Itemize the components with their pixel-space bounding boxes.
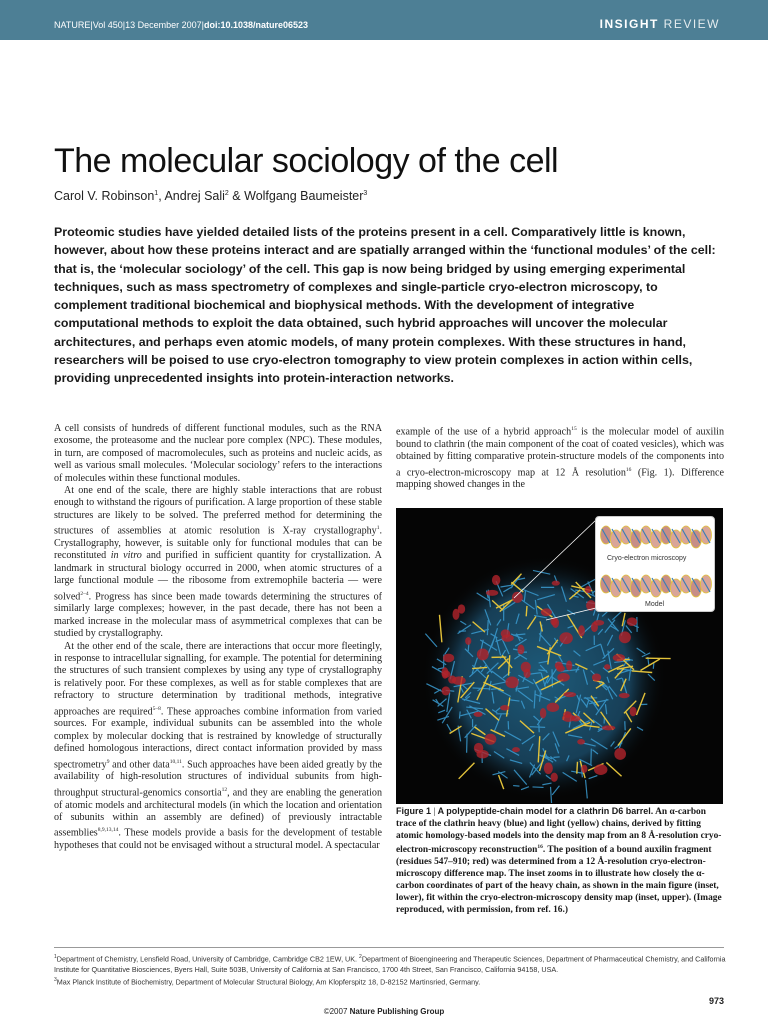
citation-ref[interactable]: 12 [221, 786, 228, 793]
citation-ref[interactable]: 2–4 [80, 590, 89, 597]
figure-caption [396, 806, 724, 916]
author-separator: , [158, 189, 165, 203]
section-review: REVIEW [663, 17, 720, 31]
inset-label-lower: Model [645, 601, 665, 608]
inset-em-density [601, 526, 712, 548]
journal-name: NATURE [54, 20, 91, 30]
figure-inset [595, 516, 715, 612]
affiliation-text: Department of Chemistry, Lensfield Road, University of Cambridge, Cambridge CB2 1EW, UK. [56, 954, 360, 964]
section-label [600, 17, 720, 31]
figure-title: A polypeptide-chain model for a clathrin D6 barrel. [437, 806, 654, 816]
article-doi[interactable]: doi:10.1038/nature06523 [203, 20, 309, 30]
caption-text: . The position of a bound auxilin fragment (residues 547–910; red) was determined from a 12 Å-resolution cryo-electron-microscopy difference map. The inset zooms in to illustrate how closely the α-carbon coordinates of part of the heavy chain, as shown in the main figure (inset, lower), fit within the cryo-electron-microscopy density map (inset, upper). (Image reproduced, with permission, from ref. 16.) [396, 845, 722, 915]
citation-ref[interactable]: 10,11 [169, 758, 182, 765]
body-column-left [54, 423, 382, 853]
citation-ref[interactable]: 9 [106, 758, 110, 765]
author-name: Carol V. Robinson [54, 189, 155, 203]
author-affiliation: 2 [224, 189, 229, 197]
caption-text: An α-carbon trace of the clathrin heavy (blue) and light (yellow) chains, derived by fitting atomic homology-based models into the density map from an 8 Å-resolution cryo-electron-microscopy reconstruction [396, 807, 722, 856]
journal-volume: Vol 450 [92, 20, 123, 30]
article-title: The molecular sociology of the cell [54, 142, 559, 180]
author-affiliation: 1 [154, 189, 159, 197]
publisher-name: Nature Publishing Group [349, 1007, 445, 1016]
figure-number: Figure 1 [396, 806, 432, 816]
journal-reference: NATURE|Vol 450|13 December 2007|doi:10.1038/nature06523 [54, 20, 309, 30]
section-insight: INSIGHT [599, 17, 659, 31]
citation-ref[interactable]: 16 [625, 466, 632, 473]
citation-ref[interactable]: 1 [376, 525, 380, 532]
body-paragraph: At the other end of the scale, there are interactions that occur more fleetingly, in response to intracellular signalling, for example. The potential for determining the structures of such transient complexes by using any type of crystallography is relatively poor. For these complexes, as well as for stable complexes that are refractory to structure determination by traditional methods, integrative approaches are required$^{5-8}$. These approaches combine information from varied sources. For example, individual subunits can be assembled into the whole complex by molecular docking that is restrained by knowledge of structurally defined homologous interactions, direct contact information provided by mass spectrometry$^9$ and other data$^{10,11}$. Such approaches have been aided greatly by the availability of high-resolution structures of individual subunits from high-throughput structural-genomics consortia$^{12}$, and they are enabling the generation of atomic models and architectural models (in which the location and orientation of subunits within an assembly are defined) of previously intractable assemblies$^{8,9,13,14}$. These models provide a basis for the development of testable hypotheses that could not be envisaged without a structural model. A spectacular [54, 640, 383, 852]
footnote-divider [54, 947, 724, 948]
author-name: Andrej Sali [164, 189, 225, 203]
author-name: Wolfgang Baumeister [244, 189, 364, 203]
body-column-right [396, 423, 724, 492]
abstract: Proteomic studies have yielded detailed lists of the proteins present in a cell. Comparatively little is known, however, about how these proteins interact and are spatially arranged within the ‘functional modules’ of the cell: that is, the ‘molecular sociology’ of the cell. This gap is now being bridged by using emerging experimental techniques, such as mass spectrometry of complexes and single-particle cryo-electron microscopy, to complement traditional biochemical and biophysical methods. With the development of integrative computational methods to exploit the data obtained, such hybrid approaches will uncover the molecular architectures, and perhaps even atomic models, of many protein complexes. With these structures in hand, researchers will be poised to use cryo-electron tomography to view protein complexes in action within cells, providing unprecedented insights into protein-interaction networks. [54, 225, 716, 386]
body-paragraph: A cell consists of hundreds of different functional modules, such as the RNA exosome, the proteasome and the nuclear pore complex (NPC). These modules, in turn, are composed of macromolecules, such as proteins and nucleic acids, as well as various small molecules. ‘Molecular sociology’ refers to the interactions of molecules within these functional modules. [54, 423, 382, 484]
issue-date: 13 December 2007 [125, 20, 202, 30]
citation-ref[interactable]: 15 [571, 426, 577, 432]
citation-ref[interactable]: 5–8 [152, 705, 161, 712]
inset-structure-illustration [596, 517, 716, 613]
affiliations: $^1$Department of Chemistry, Lensfield Road, University of Cambridge, Cambridge CB2 1EW, UK. $^2$Department of Bioengineering and Therapeutic Sciences, Department of Pharmaceutical Chemistry, and California Institute for Quantitative Biosciences, Byers Hall, Suite 503B, University of California at San Francisco, 1700 4th Street, San Francisco, California 94158, USA. $^3$Max Planck Institute of Biochemistry, Department of Molecular Structural Biology, Am Klopferspitz 18, D-82152 Martinsried, Germany. [54, 954, 726, 987]
author-list [54, 189, 367, 203]
inset-model-trace [601, 575, 712, 597]
body-paragraph: At one end of the scale, there are highly stable interactions that are robust enough to withstand the rigours of purification. A large proportion of these stable structures are likely to be solved. The preferred method for determining the structures of assemblies at atomic resolution is X-ray crystallography$^1$. Crystallography, however, is suitable only for functional modules that can be reconstituted in vitro and purified in sufficient quantity for crystallization. A landmark in structural biology occurred in 2000, when atomic structures of a large functional module — the ribosome from extremophile bacteria — were solved$^{2-4}$. Progress has since been made towards determining the structures of similarly large complexes; however, in the past decade, there has not been a marked increase in the molecular mass of asymmetrical complexes that can be studied by crystallography. [54, 485, 382, 640]
caption-separator: | [431, 807, 438, 817]
copyright-line: ©2007 Nature Publishing Group [323, 1007, 445, 1016]
author-separator: & [228, 189, 245, 203]
citation-ref[interactable]: 16 [537, 844, 543, 851]
author-affiliation: 3 [363, 189, 368, 197]
page-number: 973 [708, 996, 724, 1006]
affiliation-text: Department of Bioengineering and Therapeutic Sciences, Department of Pharmaceutical Chemistry, and California Institute for Quantitative Biosciences, Byers Hall, Suite 503B, University of California at San Francisco, 1700 4th Street, San Francisco, California 94158, USA. [54, 954, 726, 975]
body-paragraph: example of the use of a hybrid approach$^{15}$ is the molecular model of auxilin bound to clathrin (the main component of the coat of coated vesicles), which was obtained by fitting comparative protein-structure models of the components into a cryo-electron-microscopy map at 12 Å resolution$^{16}$ (Fig. 1). Difference mapping showed changes in the [396, 426, 725, 491]
affiliation-text: Max Planck Institute of Biochemistry, Department of Molecular Structural Biology, Am Klopferspitz 18, D-82152 Martinsried, Germany. [56, 977, 481, 987]
inset-label-upper: Cryo-electron microscopy [607, 555, 687, 562]
citation-ref[interactable]: 8,9,13,14 [97, 827, 119, 834]
